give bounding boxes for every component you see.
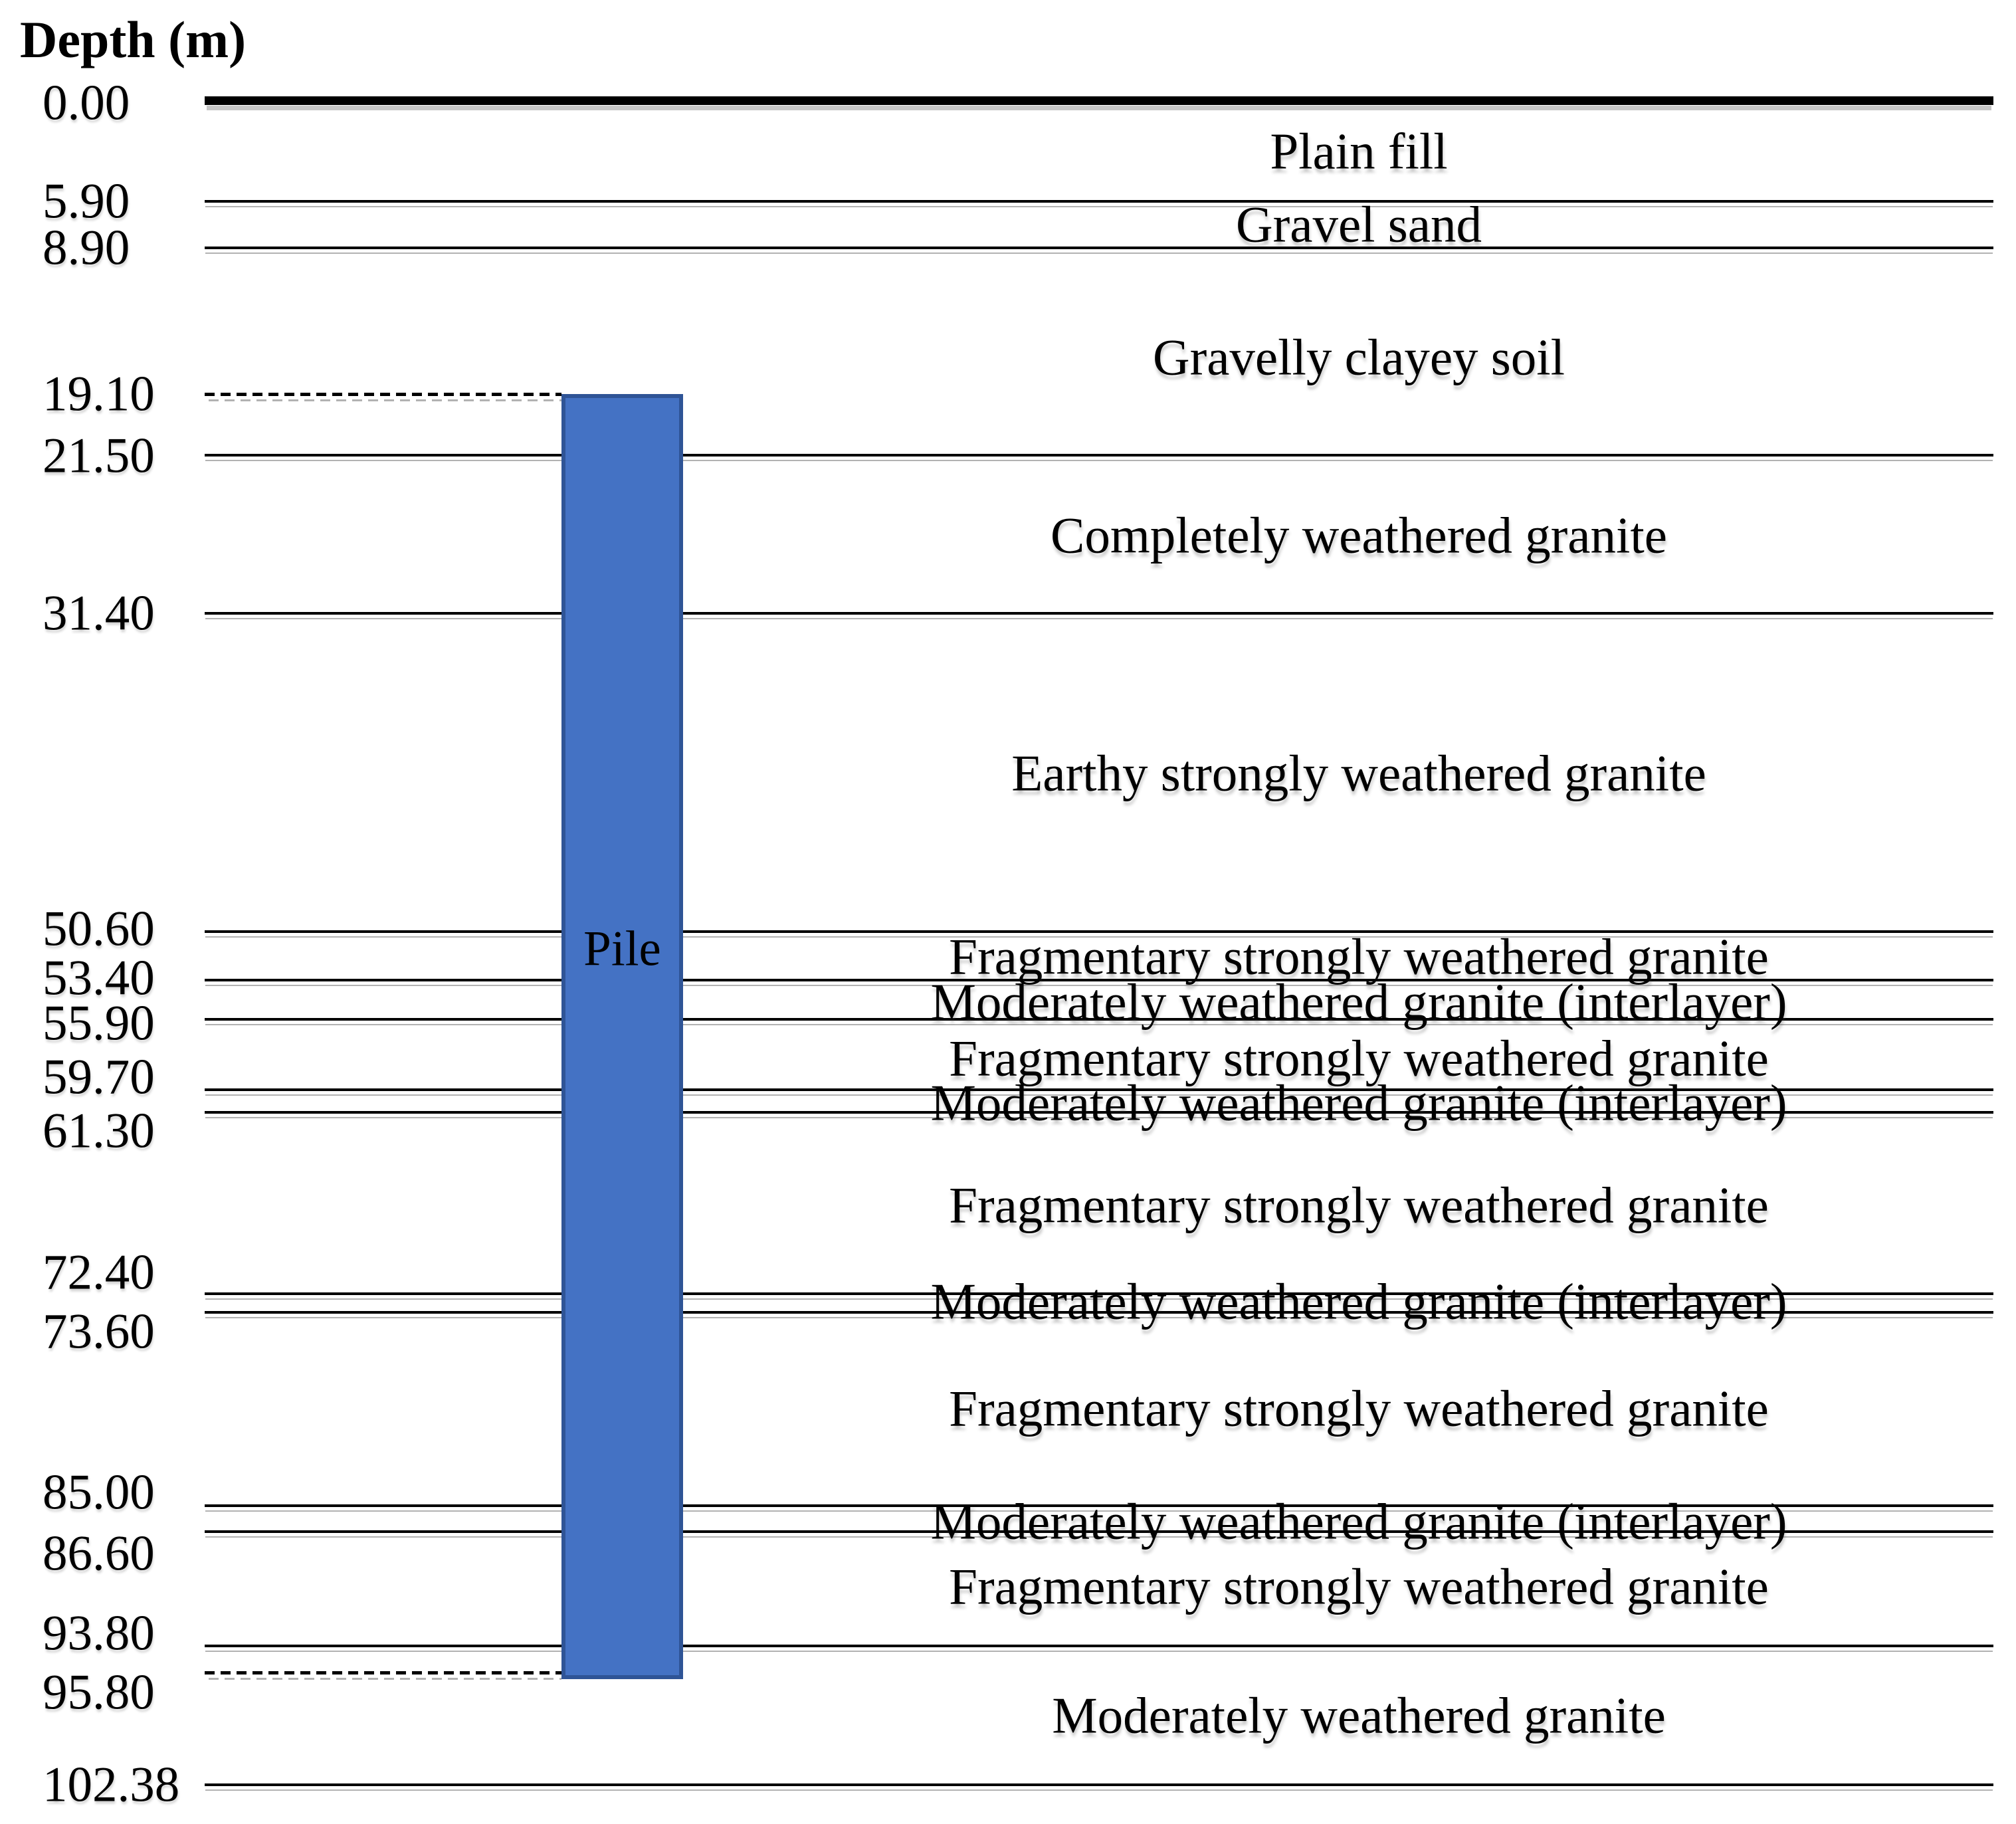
pile-level-dashed-line xyxy=(205,393,561,402)
stratum-boundary-line xyxy=(205,247,1993,249)
depth-tick-label: 8.90 xyxy=(43,220,130,276)
stratum-boundary-line xyxy=(205,454,1993,456)
stratum-boundary-line xyxy=(205,1645,1993,1647)
depth-tick-label: 21.50 xyxy=(43,428,155,484)
depth-tick-label: 95.80 xyxy=(43,1665,155,1720)
layer-name-label: Fragmentary strongly weathered granite xyxy=(949,1176,1769,1234)
depth-tick-label: 53.40 xyxy=(43,950,155,1006)
depth-axis-title: Depth (m) xyxy=(20,11,247,68)
pile-column xyxy=(561,394,683,1679)
depth-tick-label: 61.30 xyxy=(43,1103,155,1159)
depth-tick-label: 0.00 xyxy=(43,75,130,131)
layer-name-label: Moderately weathered granite (interlayer) xyxy=(930,1272,1787,1330)
depth-tick-label: 55.90 xyxy=(43,995,155,1051)
layer-name-label: Completely weathered granite xyxy=(1051,506,1667,564)
stratum-boundary-line xyxy=(205,1783,1993,1786)
layer-name-label: Moderately weathered granite (interlayer) xyxy=(930,973,1787,1031)
layer-name-label: Plain fill xyxy=(1270,122,1448,180)
layer-name-label: Earthy strongly weathered granite xyxy=(1011,744,1706,802)
pile-label: Pile xyxy=(583,921,661,977)
layer-name-label: Moderately weathered granite (interlayer) xyxy=(930,1492,1787,1550)
pile-level-dashed-line xyxy=(205,1671,561,1680)
layer-name-label: Fragmentary strongly weathered granite xyxy=(949,1558,1769,1615)
depth-tick-label: 50.60 xyxy=(43,901,155,957)
layer-name-label: Moderately weathered granite xyxy=(1052,1686,1666,1744)
layer-name-label: Fragmentary strongly weathered granite xyxy=(949,1379,1769,1437)
depth-tick-label: 59.70 xyxy=(43,1049,155,1105)
depth-tick-label: 85.00 xyxy=(43,1465,155,1520)
depth-tick-label: 31.40 xyxy=(43,585,155,641)
layer-name-label: Fragmentary strongly weathered granite xyxy=(949,1029,1769,1087)
layer-name-label: Gravel sand xyxy=(1236,195,1482,253)
depth-tick-label: 93.80 xyxy=(43,1605,155,1661)
depth-tick-label: 5.90 xyxy=(43,173,130,229)
stratum-boundary-line xyxy=(205,96,1993,105)
layer-name-label: Moderately weathered granite (interlayer) xyxy=(930,1074,1787,1132)
stratum-boundary-line xyxy=(205,612,1993,615)
depth-tick-label: 72.40 xyxy=(43,1245,155,1300)
stratum-boundary-line xyxy=(205,200,1993,203)
depth-tick-label: 86.60 xyxy=(43,1526,155,1581)
depth-tick-label: 19.10 xyxy=(43,366,155,422)
depth-tick-label: 102.38 xyxy=(43,1757,180,1813)
depth-tick-label: 73.60 xyxy=(43,1304,155,1360)
layer-name-label: Fragmentary strongly weathered granite xyxy=(949,928,1769,985)
layer-name-label: Gravelly clayey soil xyxy=(1152,328,1565,386)
